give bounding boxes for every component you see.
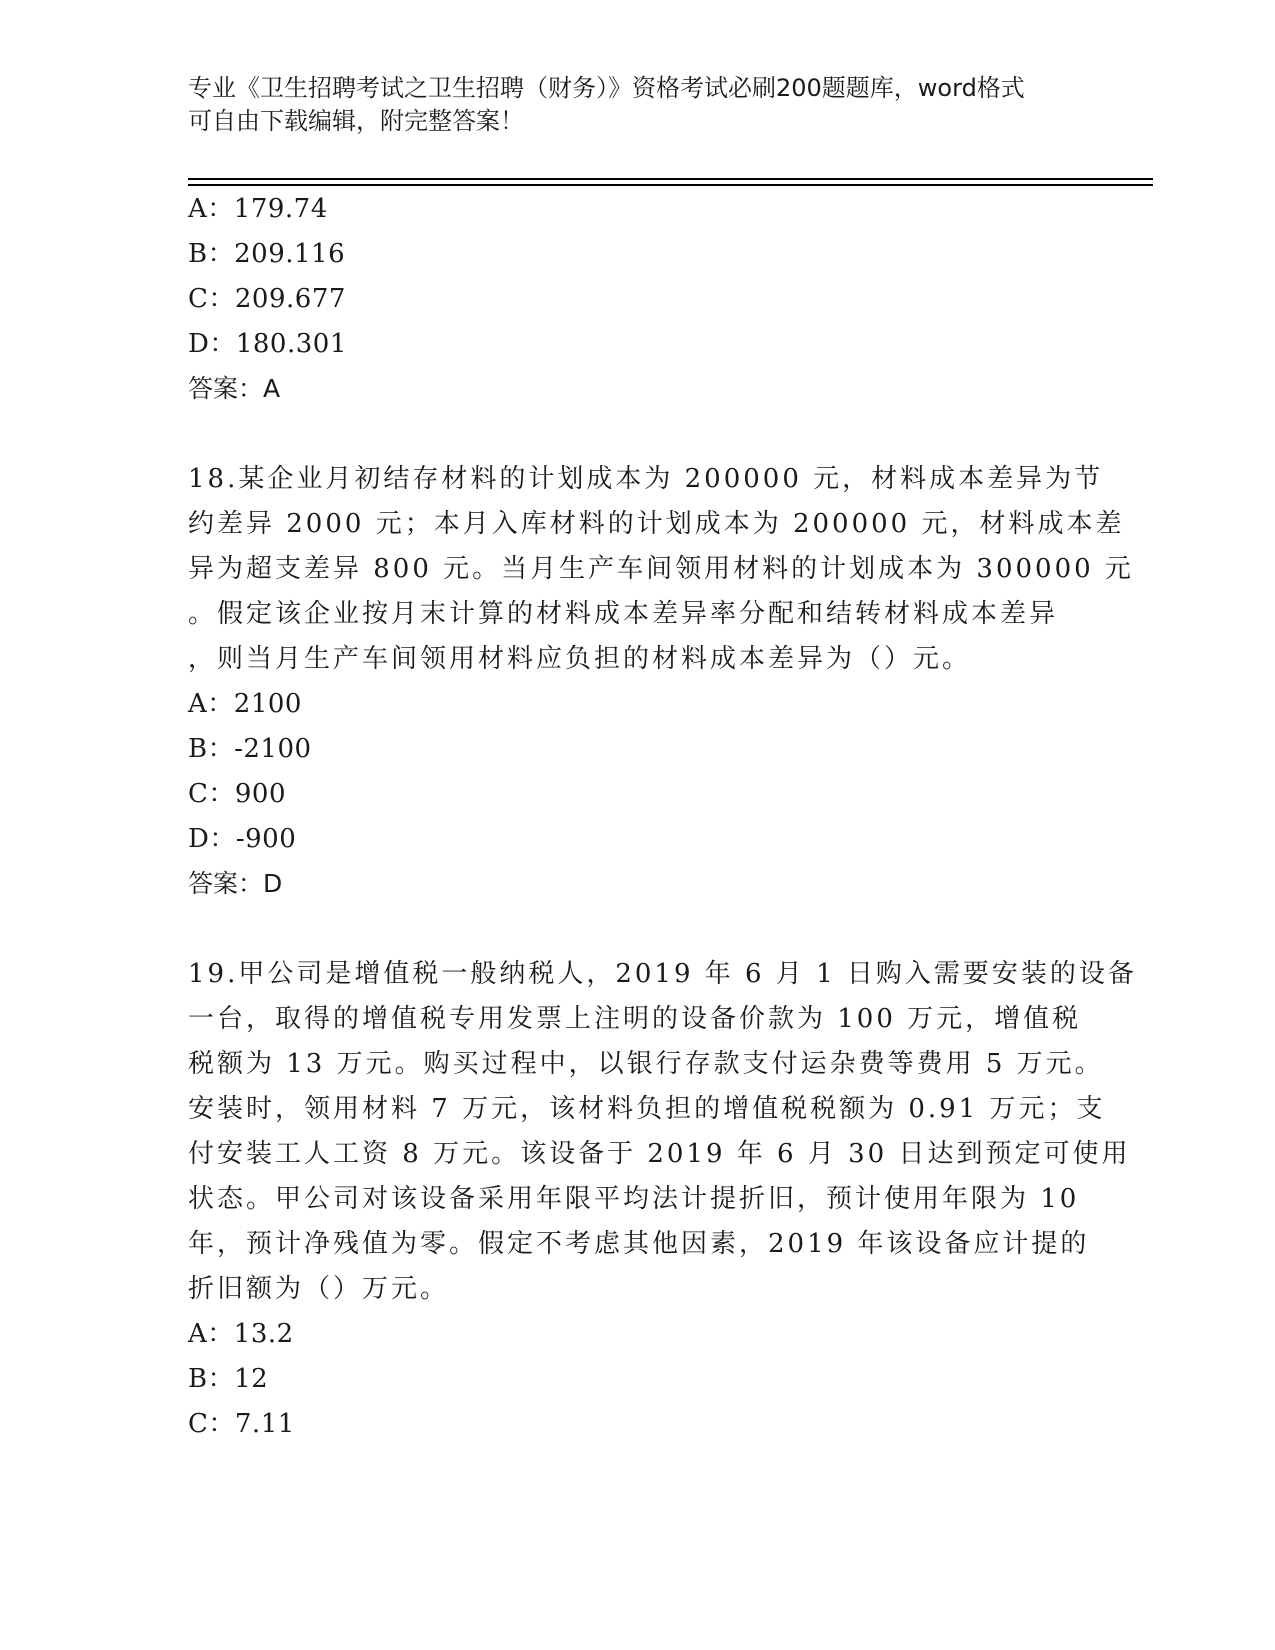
q18-option-b: B：-2100 xyxy=(188,734,312,764)
q19-option-c: C：7.11 xyxy=(188,1409,295,1439)
q17-option-a: A：179.74 xyxy=(188,194,328,224)
q17-option-c: C：209.677 xyxy=(188,284,346,314)
q19-text-line: 税额为 13 万元。购买过程中，以银行存款支付运杂费等费用 5 万元。 xyxy=(188,1049,1104,1079)
q19-text-line: 年，预计净残值为零。假定不考虑其他因素，2019 年该设备应计提的 xyxy=(188,1229,1090,1259)
q19-text-line: 折旧额为（）万元。 xyxy=(188,1274,450,1304)
q17-option-b: B：209.116 xyxy=(188,239,346,269)
q18-text-line: 。假定该企业按月末计算的材料成本差异率分配和结转材料成本差异 xyxy=(188,599,1059,629)
q18-option-d: D：-900 xyxy=(188,824,297,854)
q18-text-line: ，则当月生产车间领用材料应负担的材料成本差异为（）元。 xyxy=(188,644,972,674)
q19-text-line: 付安装工人工资 8 万元。该设备于 2019 年 6 月 30 日达到预定可使用 xyxy=(188,1139,1131,1169)
q17-option-d: D：180.301 xyxy=(188,329,347,359)
q18-text-line: 异为超支差异 800 元。当月生产车间领用材料的计划成本为 300000 元 xyxy=(188,554,1134,584)
q19-text-line: 状态。甲公司对该设备采用年限平均法计提折旧，预计使用年限为 10 xyxy=(188,1184,1080,1214)
header-line-2: 可自由下载编辑，附完整答案！ xyxy=(188,107,524,135)
document-header xyxy=(188,72,1068,138)
q18-option-a: A：2100 xyxy=(188,689,302,719)
q18-text-line: 18.某企业月初结存材料的计划成本为 200000 元，材料成本差异为节 xyxy=(188,464,1104,494)
q18-text-line: 约差异 2000 元；本月入库材料的计划成本为 200000 元，材料成本差 xyxy=(188,509,1125,539)
q19-text-line: 一台，取得的增值税专用发票上注明的设备价款为 100 万元，增值税 xyxy=(188,1004,1082,1034)
q18-option-c: C：900 xyxy=(188,779,287,809)
header-divider-top xyxy=(188,178,1153,180)
header-divider-bottom xyxy=(188,184,1153,186)
q18-answer: 答案：D xyxy=(188,869,283,898)
q19-text-line: 19.甲公司是增值税一般纳税人，2019 年 6 月 1 日购入需要安装的设备 xyxy=(188,959,1137,989)
header-line-1: 专业《卫生招聘考试之卫生招聘（财务）》资格考试必刷200题题库，word格式 xyxy=(188,74,1025,102)
q19-option-b: B：12 xyxy=(188,1364,269,1394)
q19-option-a: A：13.2 xyxy=(188,1319,294,1349)
q19-text-line: 安装时，领用材料 7 万元，该材料负担的增值税税额为 0.91 万元；支 xyxy=(188,1094,1106,1124)
q17-answer: 答案：A xyxy=(188,374,281,403)
